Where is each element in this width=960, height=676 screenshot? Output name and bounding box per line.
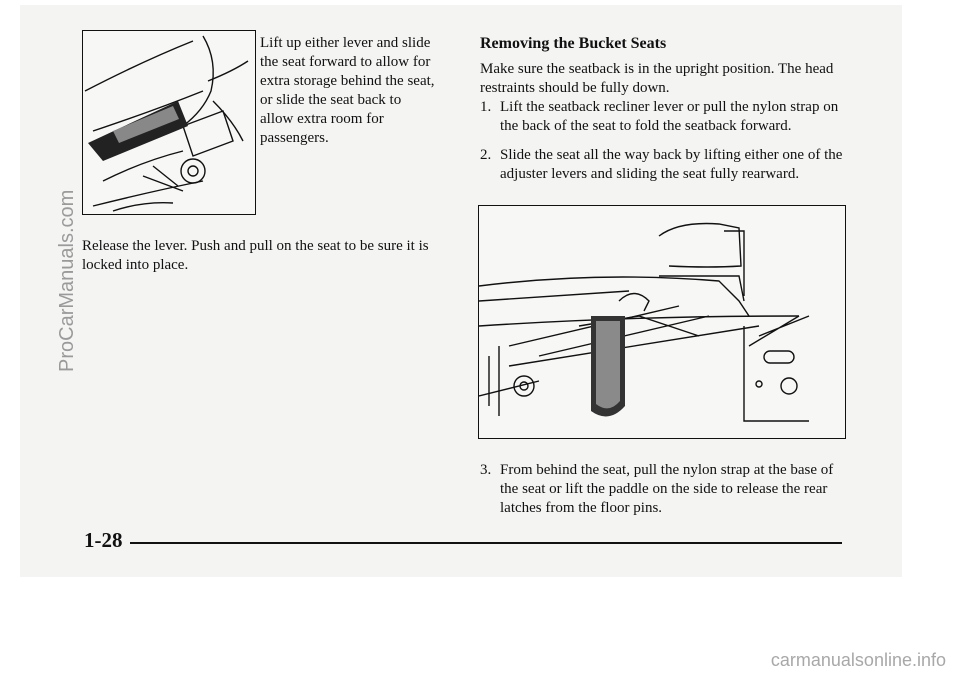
footer-watermark: carmanualsonline.info	[770, 650, 946, 670]
release-lever-paragraph: Release the lever. Push and pull on the seat to be sure it is locked into place.	[82, 238, 429, 273]
section-heading: Removing the Bucket Seats	[480, 35, 667, 52]
seat-lever-illustration	[82, 30, 256, 215]
step-text: Slide the seat all the way back by lifting either one of the adjuster levers and sliding the seat fully rearward.	[500, 147, 843, 182]
step-number: 3.	[480, 462, 492, 478]
page-number: 1-28	[84, 528, 123, 552]
step-number: 2.	[480, 147, 492, 163]
step-number: 1.	[480, 99, 492, 115]
nylon-strap-illustration	[478, 205, 846, 439]
step-text: Lift the seatback recliner lever or pull the nylon strap on the back of the seat to fold the seatback forward.	[500, 99, 839, 134]
step-text: From behind the seat, pull the nylon strap at the base of the seat or lift the paddle on the side to release the rear latches from the floor pins.	[500, 462, 834, 516]
footer-rule	[130, 542, 842, 544]
intro-paragraph: Make sure the seatback is in the upright position. The head restraints should be fully down.	[480, 61, 834, 96]
lever-caption: Lift up either lever and slide the seat forward to allow for extra storage behind the seat, or slide the seat back to allow extra room for passengers.	[260, 35, 435, 146]
side-watermark: ProCarManuals.com	[56, 189, 78, 372]
seat-lever-drawing	[83, 31, 255, 214]
seat-strap-drawing	[479, 206, 845, 438]
